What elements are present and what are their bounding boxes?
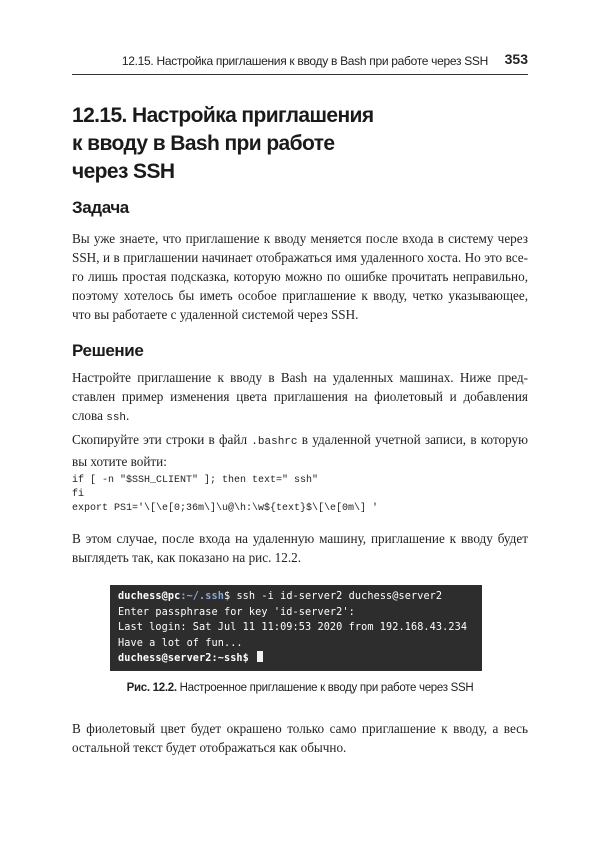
page-number: 353 <box>504 51 528 67</box>
terminal-cursor <box>257 651 263 662</box>
inline-code-ssh: ssh <box>106 412 127 424</box>
code-line: if [ -n "$SSH_CLIENT" ]; then text=" ssh" <box>72 475 319 486</box>
running-title: 12.15. Настройка приглашения к вводу в Bash при работе через SSH <box>121 54 488 68</box>
solution-text: Настройте приглашение к вводу в Bash на удаленных машинах. Ниже пред-ставлен пример изменения цвета приглашения на фиолетовый и добавления слова <box>72 370 528 423</box>
terminal-prompt-user: duchess@pc <box>118 591 181 602</box>
code-line: fi <box>72 489 85 500</box>
solution-text-end: . <box>126 408 130 423</box>
section-title-line: к вводу в Bash при работе <box>72 132 335 155</box>
section-title-line: через SSH <box>72 160 175 183</box>
copy-text-before: Скопируйте эти строки в файл <box>72 432 252 447</box>
section-title <box>72 102 432 186</box>
figure-label: Рис. 12.2. <box>126 682 177 694</box>
solution-heading: Решение <box>72 341 144 360</box>
terminal-command: $ ssh -i id-server2 duchess@server2 <box>223 591 443 602</box>
terminal-line <box>118 651 482 667</box>
copy-instruction-paragraph <box>72 430 528 471</box>
figure-caption-text: Настроенное приглашение к вводу при работе через SSH <box>176 682 474 694</box>
solution-paragraph <box>72 368 528 428</box>
section-title-line: 12.15. Настройка приглашения <box>72 104 374 127</box>
result-paragraph: В этом случае, после входа на удаленную машину, приглашение к вводу будет выглядеть так, как показано на рис. 12.2. <box>72 531 528 565</box>
figure-caption <box>0 682 600 694</box>
terminal-prompt-remote: duchess@server2:~ssh$ <box>118 653 249 664</box>
terminal-line: Enter passphrase for key 'id-server2': <box>118 606 355 618</box>
task-paragraph: Вы уже знаете, что приглашение к вводу меняется после входа в систему через SSH, и в приглашении начинает отображаться имя удаленного хоста. Но это все-го лишь простая подсказка, которую можно по ошибке прочитать неправильно, поэтому хотелось бы иметь особое приглашение к вводу, четко указывающее, что вы работаете с удаленной системой через SSH. <box>72 231 528 322</box>
code-line: export PS1='\[\e[0;36m\]\u@\h:\w${text}$\[\e[0m\] ' <box>72 503 379 514</box>
closing-paragraph: В фиолетовый цвет будет окрашено только само приглашение к вводу, а весь остальной текст будет отображаться как обычно. <box>72 721 528 755</box>
terminal-screenshot <box>110 585 482 671</box>
terminal-line: Last login: Sat Jul 11 11:09:53 2020 from 192.168.43.234 <box>118 622 468 633</box>
code-listing <box>72 474 378 516</box>
terminal-line <box>118 589 482 605</box>
terminal-line: Have a lot of fun... <box>118 637 243 649</box>
inline-code-bashrc: .bashrc <box>251 436 298 448</box>
task-heading: Задача <box>72 198 129 217</box>
copy-text-after: в удаленной учетной записи, в которую вы хотите войти: <box>72 432 528 469</box>
terminal-prompt-path: :~/.ssh <box>180 591 224 602</box>
running-header <box>72 50 528 75</box>
